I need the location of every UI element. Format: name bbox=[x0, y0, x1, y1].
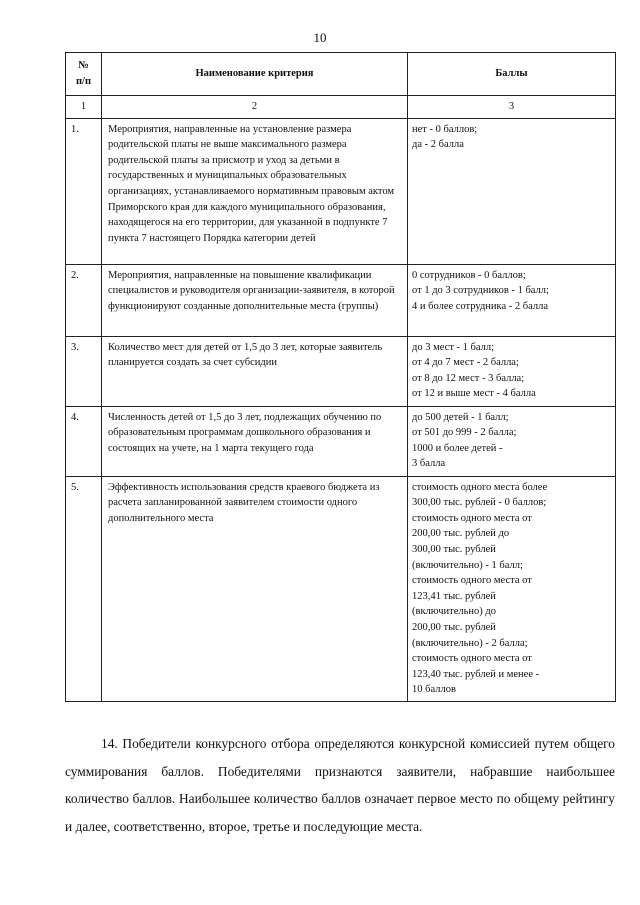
column-index: 1 bbox=[66, 96, 102, 119]
header-num: № п/п bbox=[66, 53, 102, 96]
table-row bbox=[66, 406, 616, 476]
criterion-text: Мероприятия, направленные на повышение квалификации специалистов и руководителя организации-заявителя, в которой функционируют созданные дополнительные места (группы) bbox=[102, 264, 408, 336]
row-number: 4. bbox=[66, 406, 102, 476]
score-text: до 500 детей - 1 балл; от 501 до 999 - 2 балла; 1000 и более детей - 3 балла bbox=[408, 406, 616, 476]
row-number: 2. bbox=[66, 264, 102, 336]
criterion-text: Эффективность использования средств краевого бюджета из расчета запланированной заявителем стоимости одного дополнительного места bbox=[102, 476, 408, 701]
column-index-row bbox=[66, 96, 616, 119]
criteria-table bbox=[65, 52, 616, 702]
score-text: 0 сотрудников - 0 баллов; от 1 до 3 сотрудников - 1 балл; 4 и более сотрудника - 2 балла bbox=[408, 264, 616, 336]
table-row bbox=[66, 264, 616, 336]
table-row bbox=[66, 336, 616, 406]
header-criterion: Наименование критерия bbox=[102, 53, 408, 96]
header-score: Баллы bbox=[408, 53, 616, 96]
score-text: нет - 0 баллов; да - 2 балла bbox=[408, 118, 616, 264]
table-header-row bbox=[66, 53, 616, 96]
column-index: 2 bbox=[102, 96, 408, 119]
score-text: стоимость одного места более 300,00 тыс. рублей - 0 баллов; стоимость одного места от 200,00 тыс. рублей до 300,00 тыс. рублей (включительно) - 1 балл; стоимость одного места от 123,41 тыс. рублей (включительно) до 200,00 тыс. рублей (включительно) - 2 балла; стоимость одного места от 123,40 тыс. рублей и менее - 10 баллов bbox=[408, 476, 616, 701]
table-row bbox=[66, 118, 616, 264]
paragraph-14: 14. Победители конкурсного отбора определяются конкурсной комиссией путем общего суммирования баллов. Победителями признаются заявители, набравшие наибольшее количество баллов. Наибольшее количество баллов означает первое место по общему рейтингу и далее, соответственно, второе, третье и последующие места. bbox=[65, 736, 615, 834]
criterion-text: Количество мест для детей от 1,5 до 3 лет, которые заявитель планируется создать за счет субсидии bbox=[102, 336, 408, 406]
column-index: 3 bbox=[408, 96, 616, 119]
row-number: 1. bbox=[66, 118, 102, 264]
row-number: 3. bbox=[66, 336, 102, 406]
criterion-text: Мероприятия, направленные на установление размера родительской платы не выше максимального размера родительской платы за присмотр и уход за детьми в государственных и муниципальных образовательных организациях, устанавливаемого нормативным правовым актом Приморского края для каждого муниципального образования, находящегося на его территории, для указанной в подпункте 7 пункта 7 настоящего Порядка категории детей bbox=[102, 118, 408, 264]
page-number: 10 bbox=[313, 30, 327, 45]
table-row bbox=[66, 476, 616, 701]
row-number: 5. bbox=[66, 476, 102, 701]
score-text: до 3 мест - 1 балл; от 4 до 7 мест - 2 балла; от 8 до 12 мест - 3 балла; от 12 и выше мест - 4 балла bbox=[408, 336, 616, 406]
criterion-text: Численность детей от 1,5 до 3 лет, подлежащих обучению по образовательным программам дошкольного образования и состоящих на учете, на 1 марта текущего года bbox=[102, 406, 408, 476]
